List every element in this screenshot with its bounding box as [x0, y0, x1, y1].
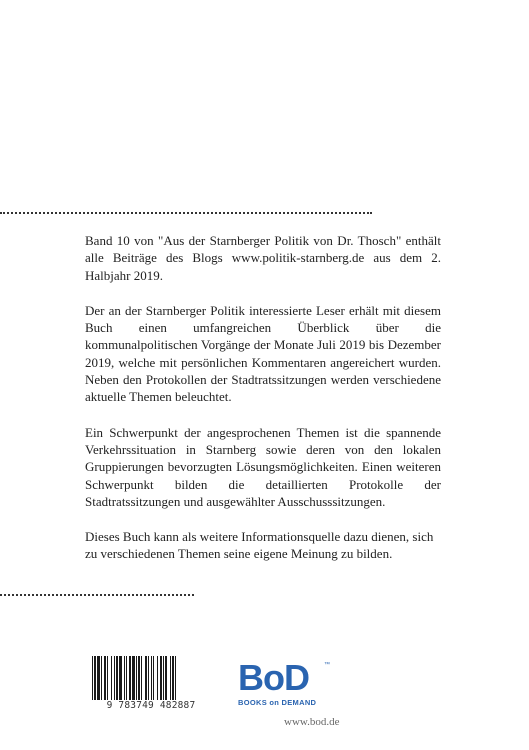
closing-paragraph: Dieses Buch kann als weitere Informationsquelle dazu dienen, sich zu verschiedenen Themen seine eigene Meinung zu bilden. — [85, 529, 434, 562]
bod-logo — [238, 657, 330, 710]
isbn-barcode — [86, 656, 216, 716]
dotted-divider-top — [0, 212, 372, 214]
bod-tagline: BOOKS on DEMAND — [238, 698, 317, 707]
barcode-digits: 9 783749 482887 — [86, 700, 216, 712]
bod-trademark: ™ — [324, 662, 330, 668]
overview-paragraph: Der an der Starnberger Politik interessierte Leser erhält mit diesem Buch einen umfangreichen Überblick über die kommunalpolitischen Vorgänge der Monate Juli 2019 bis Dezember 2019, welche mit persönlichen Kommentaren angereichert wurden. Neben den Protokollen der Stadtratssitzungen werden verschiedene aktuelle Themen beleuchtet. — [85, 302, 441, 405]
dotted-divider-bottom — [0, 594, 194, 596]
bod-logo-mark: BoD — [238, 657, 309, 698]
barcode-bars — [86, 656, 216, 702]
focus-paragraph: Ein Schwerpunkt der angesprochenen Themen ist die spannende Verkehrssituation in Starnberg sowie deren von den lokalen Gruppierungen bevorzugten Lösungsmöglichkeiten. Einen weiteren Schwerpunkt bilden die detaillierten Protokolle der Stadtratssitzungen und ausgewählter Ausschusssitzungen. — [85, 424, 441, 509]
intro-paragraph: Band 10 von "Aus der Starnberger Politik von Dr. Thosch" enthält alle Beiträge des Blogs www.politik-starnberg.de aus dem 2. Halbjahr 2019. — [85, 233, 441, 283]
publisher-url[interactable]: www.bod.de — [284, 716, 340, 728]
back-cover-text — [85, 232, 441, 581]
